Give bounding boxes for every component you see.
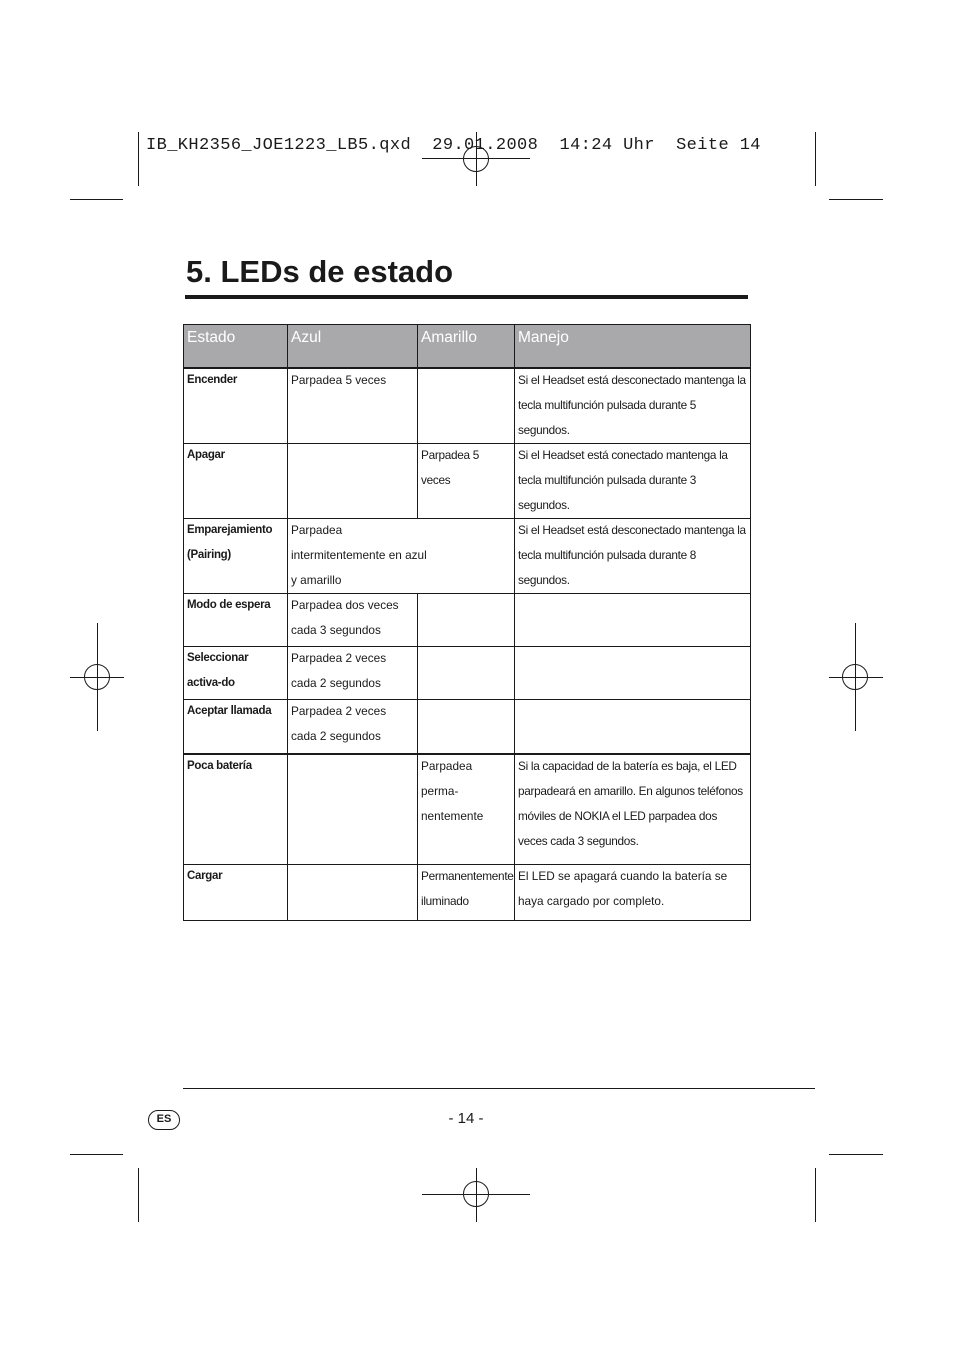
cell-manejo: Si el Headset está conectado mantenga la tecla multifunción pulsada durante 3 segundos. bbox=[515, 443, 751, 518]
cell-amarillo bbox=[418, 646, 515, 699]
header-manejo: Manejo bbox=[515, 325, 751, 368]
cell-estado: Emparejamiento (Pairing) bbox=[184, 518, 288, 593]
table-row bbox=[184, 864, 751, 920]
table-row bbox=[184, 646, 751, 699]
cell-manejo: Si el Headset está desconectado mantenga la tecla multifunción pulsada durante 5 segundos. bbox=[515, 368, 751, 444]
table-row bbox=[184, 593, 751, 646]
table-row bbox=[184, 754, 751, 864]
cell-manejo: Si la capacidad de la batería es baja, el LED parpadeará en amarillo. En algunos teléfonos móviles de NOKIA el LED parpadea dos veces cada 3 segundos. bbox=[515, 754, 751, 864]
cell-azul-amarillo: Parpadea intermitentemente en azul y amarillo bbox=[288, 518, 515, 593]
cell-azul: Parpadea 5 veces bbox=[288, 368, 418, 444]
table-header-row bbox=[184, 325, 751, 368]
footer-rule bbox=[183, 1088, 815, 1089]
crop-mark-br-v bbox=[815, 1168, 816, 1222]
crop-mark-tr-v bbox=[815, 132, 816, 186]
cell-manejo bbox=[515, 646, 751, 699]
page-number: - 14 - bbox=[448, 1110, 484, 1127]
table-row bbox=[184, 699, 751, 754]
led-status-table bbox=[183, 324, 751, 921]
cell-manejo bbox=[515, 593, 751, 646]
print-slug: IB_KH2356_JOE1223_LB5.qxd 29.01.2008 14:24 Uhr Seite 14 bbox=[146, 136, 761, 155]
cell-manejo bbox=[515, 699, 751, 754]
cell-manejo: Si el Headset está desconectado mantenga la tecla multifunción pulsada durante 8 segundos. bbox=[515, 518, 751, 593]
header-amarillo: Amarillo bbox=[418, 325, 515, 368]
cell-amarillo bbox=[418, 699, 515, 754]
crop-mark-tl-v bbox=[138, 132, 139, 186]
crop-mark-tr-h bbox=[829, 199, 883, 200]
cell-azul bbox=[288, 864, 418, 920]
cell-estado: Seleccionar activa-do bbox=[184, 646, 288, 699]
table-row bbox=[184, 443, 751, 518]
crop-mark-br-h bbox=[829, 1154, 883, 1155]
cell-estado: Modo de espera bbox=[184, 593, 288, 646]
cell-azul: Parpadea 2 veces cada 2 segundos bbox=[288, 646, 418, 699]
cell-azul: Parpadea dos veces cada 3 segundos bbox=[288, 593, 418, 646]
cell-amarillo: Parpadea perma-nentemente bbox=[418, 754, 515, 864]
header-azul: Azul bbox=[288, 325, 418, 368]
cell-estado: Encender bbox=[184, 368, 288, 444]
cell-azul bbox=[288, 443, 418, 518]
crop-mark-bl-h bbox=[70, 1154, 123, 1155]
language-badge: ES bbox=[148, 1110, 180, 1130]
cell-estado: Cargar bbox=[184, 864, 288, 920]
cell-azul: Parpadea 2 veces cada 2 segundos bbox=[288, 699, 418, 754]
crop-mark-tl-h bbox=[70, 199, 123, 200]
cell-estado: Aceptar llamada bbox=[184, 699, 288, 754]
cell-azul bbox=[288, 754, 418, 864]
cell-amarillo bbox=[418, 593, 515, 646]
table-row bbox=[184, 518, 751, 593]
crop-mark-bl-v bbox=[138, 1168, 139, 1222]
cell-estado: Apagar bbox=[184, 443, 288, 518]
section-title: 5. LEDs de estado bbox=[186, 254, 454, 289]
cell-manejo: El LED se apagará cuando la batería se haya cargado por completo. bbox=[515, 864, 751, 920]
table-row bbox=[184, 368, 751, 444]
cell-amarillo bbox=[418, 368, 515, 444]
cell-amarillo: Parpadea 5 veces bbox=[418, 443, 515, 518]
header-estado: Estado bbox=[184, 325, 288, 368]
cell-estado: Poca batería bbox=[184, 754, 288, 864]
title-underline bbox=[185, 295, 748, 299]
cell-amarillo: Permanentemente iluminado bbox=[418, 864, 515, 920]
